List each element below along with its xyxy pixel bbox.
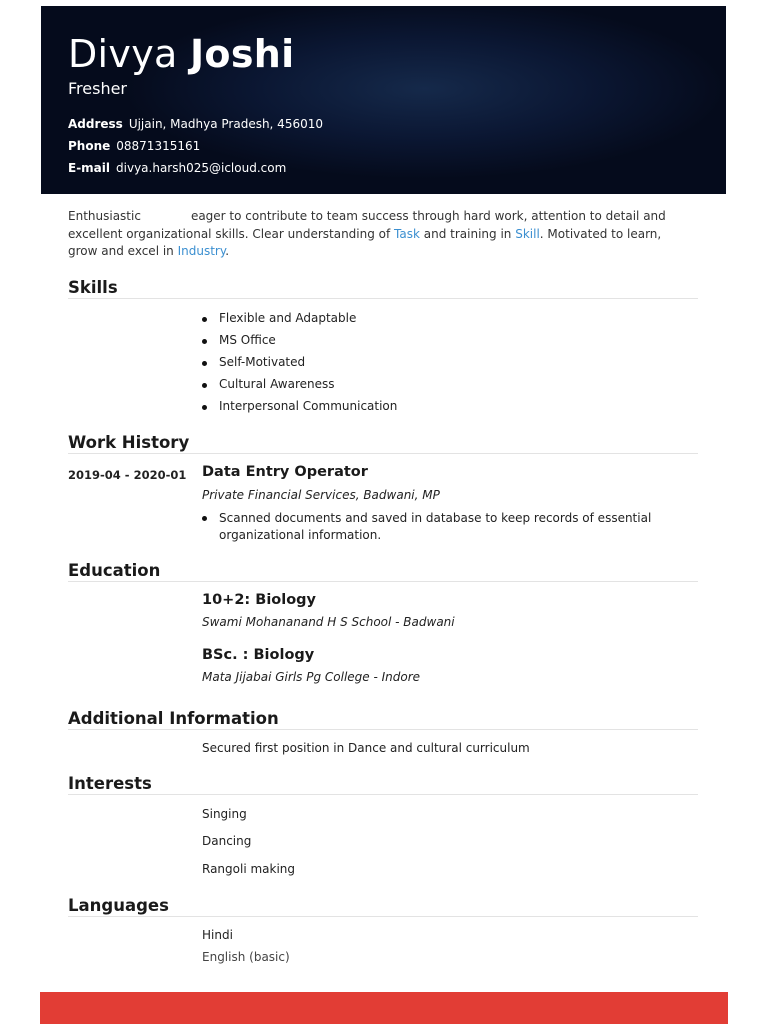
resume-header — [41, 6, 726, 194]
job-responsibility-line: organizational information. — [219, 528, 382, 542]
summary-text: Enthusiastic — [68, 209, 141, 223]
language-item: Hindi — [202, 928, 233, 942]
job-title: Data Entry Operator — [202, 464, 368, 480]
candidate-name — [68, 32, 294, 78]
education-degree: BSc. : Biology — [202, 647, 315, 663]
section-divider — [68, 916, 698, 917]
job-responsibility-line: Scanned documents and saved in database to keep records of essential — [219, 511, 652, 525]
additional-info-text: Secured first position in Dance and cultural curriculum — [202, 741, 530, 755]
section-divider — [68, 298, 698, 299]
summary-text: . — [225, 244, 230, 258]
section-divider — [68, 794, 698, 795]
summary-text: and training in — [419, 226, 516, 241]
first-name: Divya — [68, 32, 178, 76]
interest-item: Dancing — [202, 834, 252, 848]
summary-link-industry[interactable]: Industry — [177, 244, 226, 258]
additional-info-heading: Additional Information — [68, 709, 279, 728]
candidate-subtitle: Fresher — [68, 79, 128, 98]
footer-accent-bar — [40, 992, 728, 1024]
summary-link-task[interactable]: Task — [394, 226, 420, 241]
skill-item: Self-Motivated — [202, 355, 305, 369]
education-school: Mata Jijabai Girls Pg College - Indore — [202, 670, 421, 684]
education-heading: Education — [68, 561, 161, 580]
skills-heading: Skills — [68, 278, 118, 297]
contact-phone — [68, 139, 200, 153]
work-history-heading: Work History — [68, 433, 190, 452]
interests-heading: Interests — [68, 774, 152, 793]
last-name: Joshi — [189, 32, 295, 76]
skill-item: Interpersonal Communication — [202, 399, 397, 413]
job-company: Private Financial Services, Badwani, MP — [202, 488, 440, 502]
contact-value: 08871315161 — [116, 139, 201, 153]
language-item: English (basic) — [202, 950, 290, 964]
education-school: Swami Mohananand H S School - Badwani — [202, 615, 455, 629]
summary-text: . Motivated to learn, grow and excel in — [68, 226, 662, 258]
interest-item: Rangoli making — [202, 862, 296, 876]
contact-value: Ujjain, Madhya Pradesh, 456010 — [128, 117, 323, 131]
professional-summary — [68, 208, 668, 261]
contact-label: E-mail — [68, 161, 111, 175]
contact-value: divya.harsh025@icloud.com — [116, 161, 287, 175]
contact-label: Address — [68, 117, 123, 131]
skill-item: MS Office — [202, 333, 276, 347]
job-dates: 2019-04 - 2020-01 — [68, 468, 187, 482]
section-divider — [68, 453, 698, 454]
job-responsibility — [202, 510, 651, 544]
contact-label: Phone — [68, 139, 111, 153]
section-divider — [68, 581, 698, 582]
skill-item: Flexible and Adaptable — [202, 311, 356, 325]
summary-link-skill[interactable]: Skill — [515, 226, 540, 241]
summary-text: eager to contribute to team success through hard work, attention to detail and excellent organizational skills. Clear understanding of — [68, 209, 666, 241]
interest-item: Singing — [202, 807, 247, 821]
education-degree: 10+2: Biology — [202, 592, 317, 608]
resume-page — [41, 6, 726, 1024]
contact-address — [68, 117, 323, 131]
section-divider — [68, 729, 698, 730]
contact-email — [68, 161, 286, 175]
skill-item: Cultural Awareness — [202, 377, 335, 391]
languages-heading: Languages — [68, 896, 169, 915]
